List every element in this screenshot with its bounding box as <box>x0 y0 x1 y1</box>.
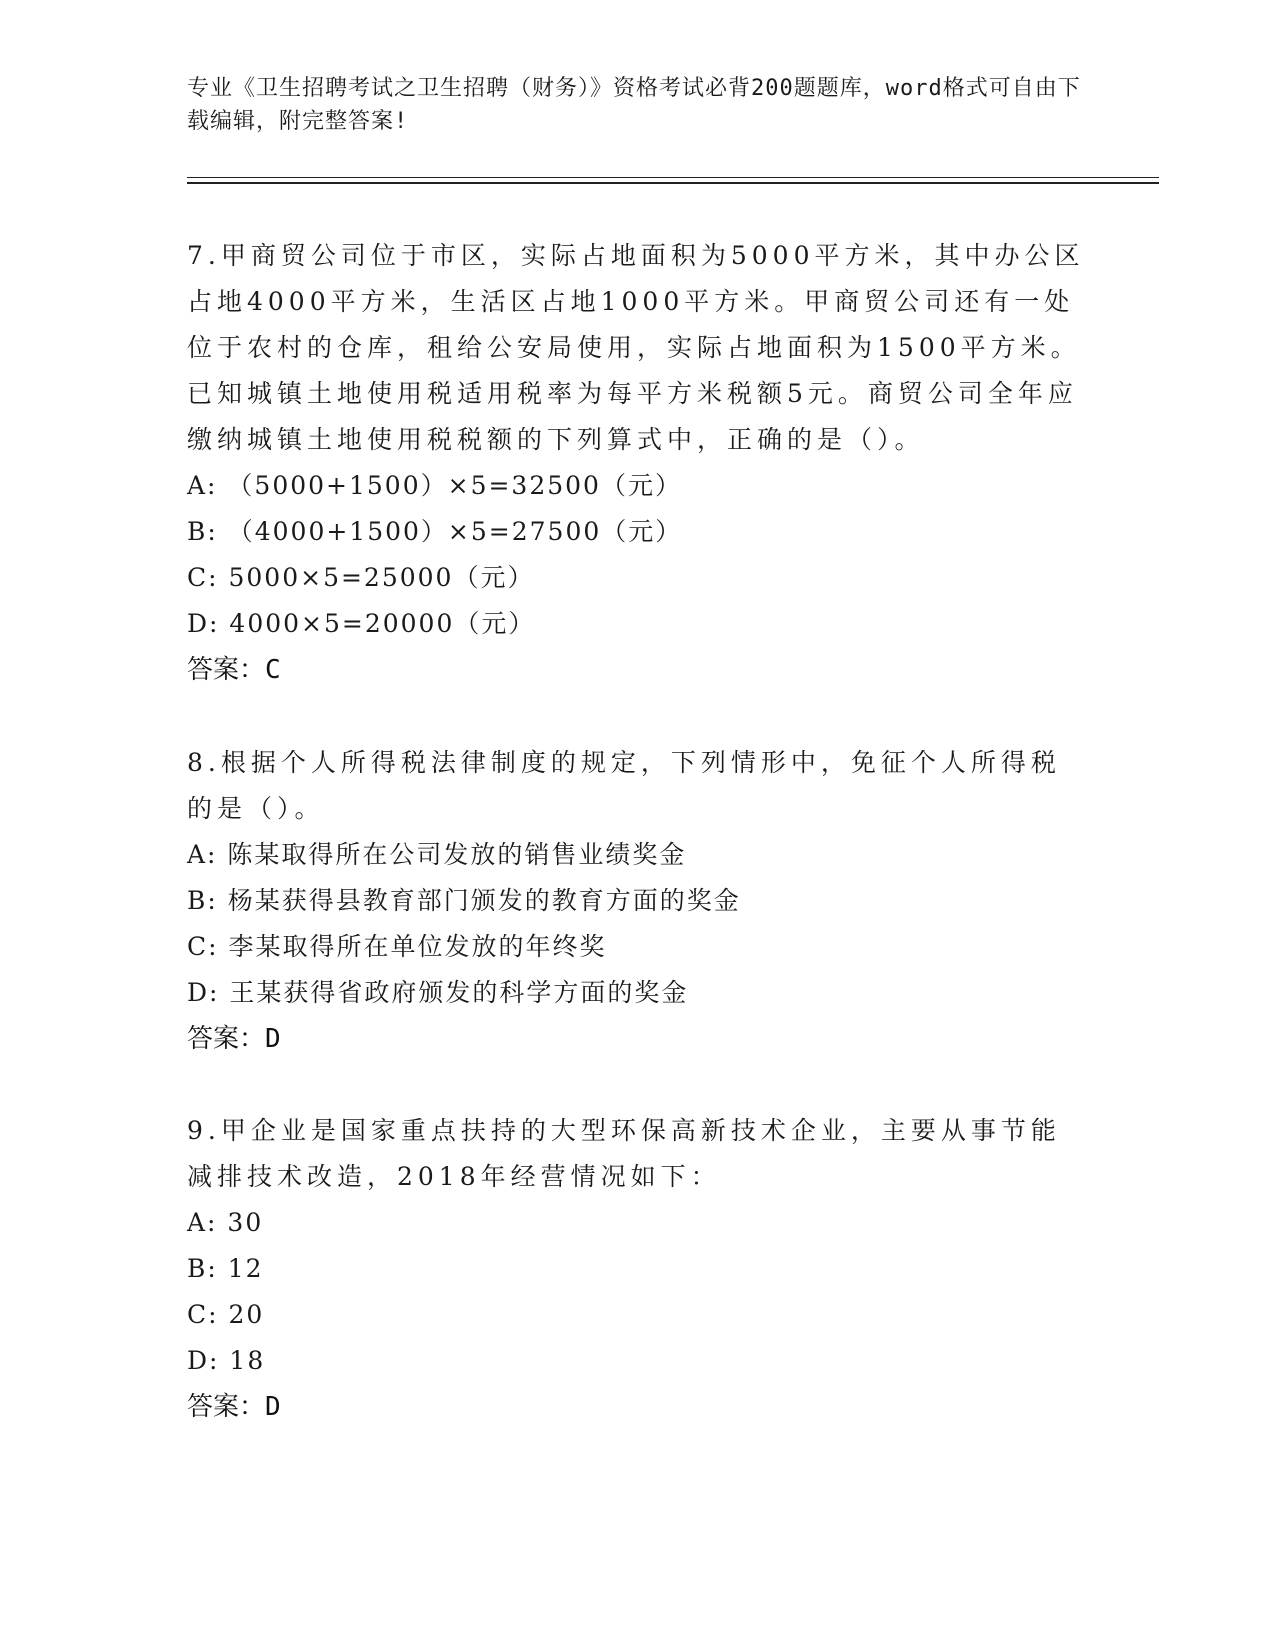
option-b: B: 杨某获得县教育部门颁发的教育方面的奖金 <box>187 886 741 915</box>
option-a: A: 30 <box>187 1208 264 1237</box>
option-a: A: （5000+1500）×5=32500（元） <box>187 471 682 500</box>
header-divider-thick <box>187 182 1159 184</box>
answer: 答案：D <box>187 1024 281 1054</box>
question-7 <box>187 233 1087 693</box>
question-stem: 9.甲企业是国家重点扶持的大型环保高新技术企业，主要从事节能减排技术改造，2018年经营情况如下： <box>187 1116 1061 1191</box>
option-b: B: （4000+1500）×5=27500（元） <box>187 517 683 546</box>
option-d: D: 18 <box>187 1346 266 1375</box>
option-c: C: 李某取得所在单位发放的年终奖 <box>187 932 607 961</box>
option-c: C: 5000×5=25000（元） <box>187 563 535 592</box>
option-b: B: 12 <box>187 1254 264 1283</box>
option-c: C: 20 <box>187 1300 265 1329</box>
option-d: D: 王某获得省政府颁发的科学方面的奖金 <box>187 978 689 1007</box>
question-8 <box>187 740 1087 1062</box>
option-d: D: 4000×5=20000（元） <box>187 609 536 638</box>
question-stem: 7.甲商贸公司位于市区，实际占地面积为5000平方米，其中办公区占地4000平方米，生活区占地1000平方米。甲商贸公司还有一处位于农村的仓库，租给公安局使用，实际占地面积为1500平方米。已知城镇土地使用税适用税率为每平方米税额5元。商贸公司全年应缴纳城镇土地使用税税额的下列算式中，正确的是（）。 <box>187 241 1085 454</box>
question-9 <box>187 1108 1087 1430</box>
question-stem: 8.根据个人所得税法律制度的规定，下列情形中，免征个人所得税的是（）。 <box>187 748 1061 823</box>
header-divider-thin <box>187 177 1159 178</box>
document-header: 专业《卫生招聘考试之卫生招聘（财务）》资格考试必背200题题库，word格式可自由下载编辑，附完整答案! <box>187 76 1081 134</box>
option-a: A: 陈某取得所在公司发放的销售业绩奖金 <box>187 840 687 869</box>
answer: 答案：C <box>187 655 281 685</box>
answer: 答案：D <box>187 1392 281 1422</box>
